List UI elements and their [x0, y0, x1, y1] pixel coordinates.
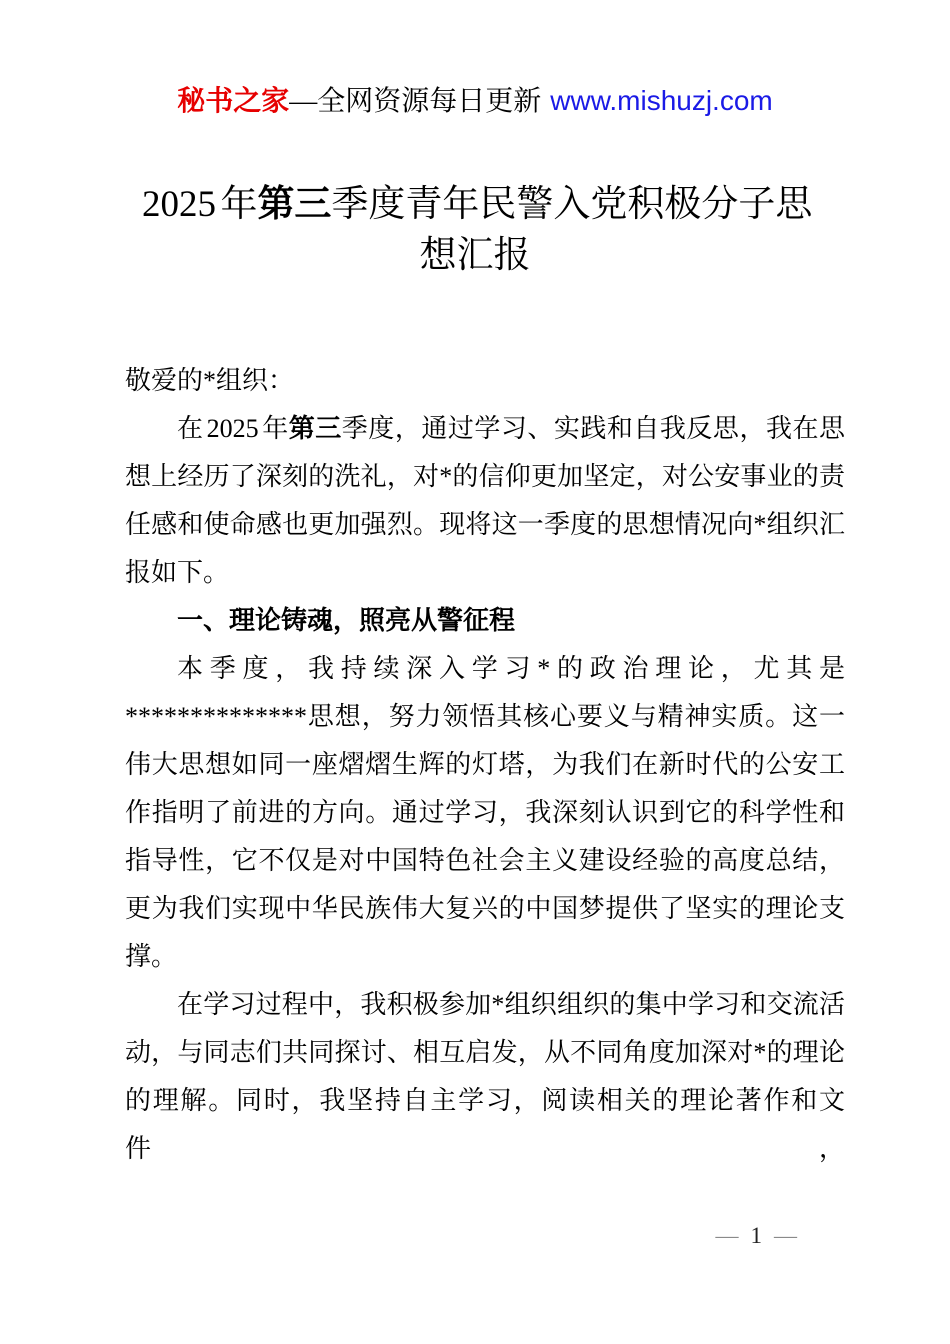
page-number	[716, 1222, 798, 1250]
paragraph-3: 在学习过程中，我积极参加*组织组织的集中学习和交流活动，与同志们共同探讨、相互启发，从不同角度加深对*的理论的理解。同时，我坚持自主学习，阅读相关的理论著作和文件，	[125, 990, 845, 1163]
paragraph-1-text: 年	[261, 414, 289, 443]
paragraph-1-text: 在	[177, 414, 204, 443]
title-quarter-bold: 第三	[257, 184, 332, 225]
site-tagline: —全网资源每日更新	[289, 86, 542, 117]
page-number-dash-right: —	[774, 1223, 797, 1248]
title-segment: 年	[220, 184, 258, 225]
page-number-value: 1	[750, 1223, 762, 1248]
title-segment: 季度青年民警入党积极分子思想汇报	[331, 184, 813, 276]
site-brand: 秘书之家	[177, 86, 290, 117]
document-body	[125, 357, 845, 1173]
site-header	[0, 84, 950, 119]
section-heading-1: 一、理论铸魂，照亮从警征程	[177, 606, 516, 635]
paragraph-2: 本季度，我持续深入学习*的政治理论，尤其是**************思想，努力领悟其核心要义与精神实质。这一伟大思想如同一座熠熠生辉的灯塔，为我们在新时代的公安工作指明了前进的方向。通过学习，我深刻认识到它的科学性和指导性，它不仅是对中国特色社会主义建设经验的高度总结，更为我们实现中华民族伟大复兴的中国梦提供了坚实的理论支撑。	[125, 654, 845, 971]
paragraph-1-text: 季度，通过学习、实践和自我反思，我在思想上经历了深刻的洗礼，对*的信仰更加坚定，对公安事业的责任感和使命感也更加强烈。现将这一季度的思想情况向*组织汇报如下。	[125, 414, 845, 587]
paragraph-1	[125, 405, 845, 597]
document-title	[125, 179, 825, 281]
paragraph-1-year: 2025	[206, 414, 259, 443]
title-year: 2025	[142, 184, 216, 225]
page-number-dash-left: —	[715, 1223, 739, 1248]
paragraph-1-quarter-bold: 第三	[288, 414, 342, 443]
site-url-link[interactable]: www.mishuzj.com	[550, 85, 773, 116]
salutation: 敬爱的*组织：	[125, 366, 295, 395]
